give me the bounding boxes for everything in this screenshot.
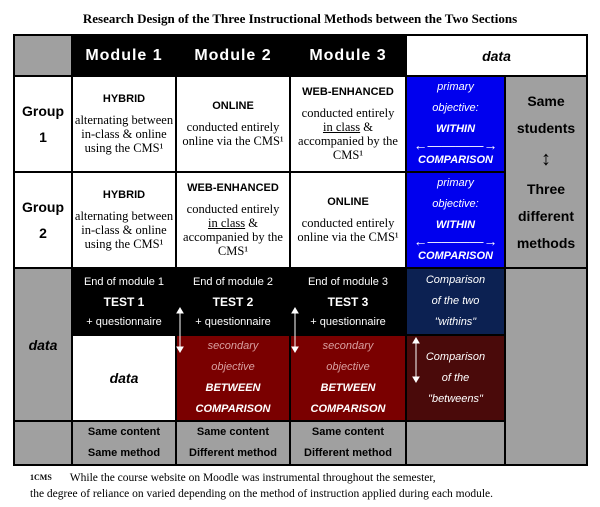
data-cell-module-1: data: [72, 335, 176, 421]
group-2-primary-objective: primary objective: WITHIN ←————→ COMPARISON: [406, 172, 505, 268]
within-arrow-icon: ←————→: [413, 233, 498, 249]
header-data: data: [406, 35, 587, 76]
group-2-module-3: ONLINE conducted entirely online via the CMS¹: [290, 172, 406, 268]
arrow-down-icon: [177, 347, 183, 352]
group-1-module-2: ONLINE conducted entirely online via the CMS¹: [176, 76, 290, 172]
footnote-label: 1CMS: [30, 473, 52, 482]
arrow-up-icon: [292, 308, 298, 313]
group-1-label: Group 1: [14, 76, 72, 172]
content-method-2: Same content Different method: [176, 421, 290, 465]
header-module-2: Module 2: [176, 35, 290, 76]
arrow-down-icon: [413, 377, 419, 382]
test-2-cell: End of module 2 TEST 2 + questionnaire: [176, 268, 290, 335]
within-comparison-cell: Comparison of the two "withins": [406, 268, 505, 335]
within-arrow-icon: ←————→: [413, 137, 498, 153]
diagram-title: Research Design of the Three Instructional Methods between the Two Sections: [82, 11, 518, 26]
secondary-objective-module-2: secondary objective BETWEEN COMPARISON: [176, 335, 290, 421]
group-2-module-1: HYBRID alternating between in-class & online using the CMS¹: [72, 172, 176, 268]
same-students-note: Same students ↕ Three different methods: [505, 76, 587, 268]
between-comparison-cell: Comparison of the "betweens": [406, 335, 505, 421]
up-down-arrow-icon: ↕: [541, 147, 551, 170]
group-1-module-3: WEB-ENHANCED conducted entirely in class & accompanied by the CMS¹: [290, 76, 406, 172]
arrow-up-icon: [413, 338, 419, 343]
header-module-3: Module 3: [290, 35, 406, 76]
secondary-objective-module-3: secondary objective BETWEEN COMPARISON: [290, 335, 406, 421]
test-3-cell: End of module 3 TEST 3 + questionnaire: [290, 268, 406, 335]
group-2-module-2: WEB-ENHANCED conducted entirely in class & accompanied by the CMS¹: [176, 172, 290, 268]
test-1-cell: End of module 1 TEST 1 + questionnaire: [72, 268, 176, 335]
header-module-1: Module 1: [72, 35, 176, 76]
arrow-up-icon: [177, 308, 183, 313]
data-row-label: data: [14, 268, 72, 421]
content-method-1: Same content Same method: [72, 421, 176, 465]
group-2-label: Group 2: [14, 172, 72, 268]
group-1-primary-objective: primary objective: WITHIN ←————→ COMPARISON: [406, 76, 505, 172]
group-1-module-1: HYBRID alternating between in-class & online using the CMS¹: [72, 76, 176, 172]
content-method-3: Same content Different method: [290, 421, 406, 465]
footnote: $^{1CMS}$ While the course website on Moodle was instrumental throughout the semester, the degree of reliance on varied depending on the method of instruction applied during each module.: [30, 472, 494, 500]
arrow-down-icon: [292, 347, 298, 352]
